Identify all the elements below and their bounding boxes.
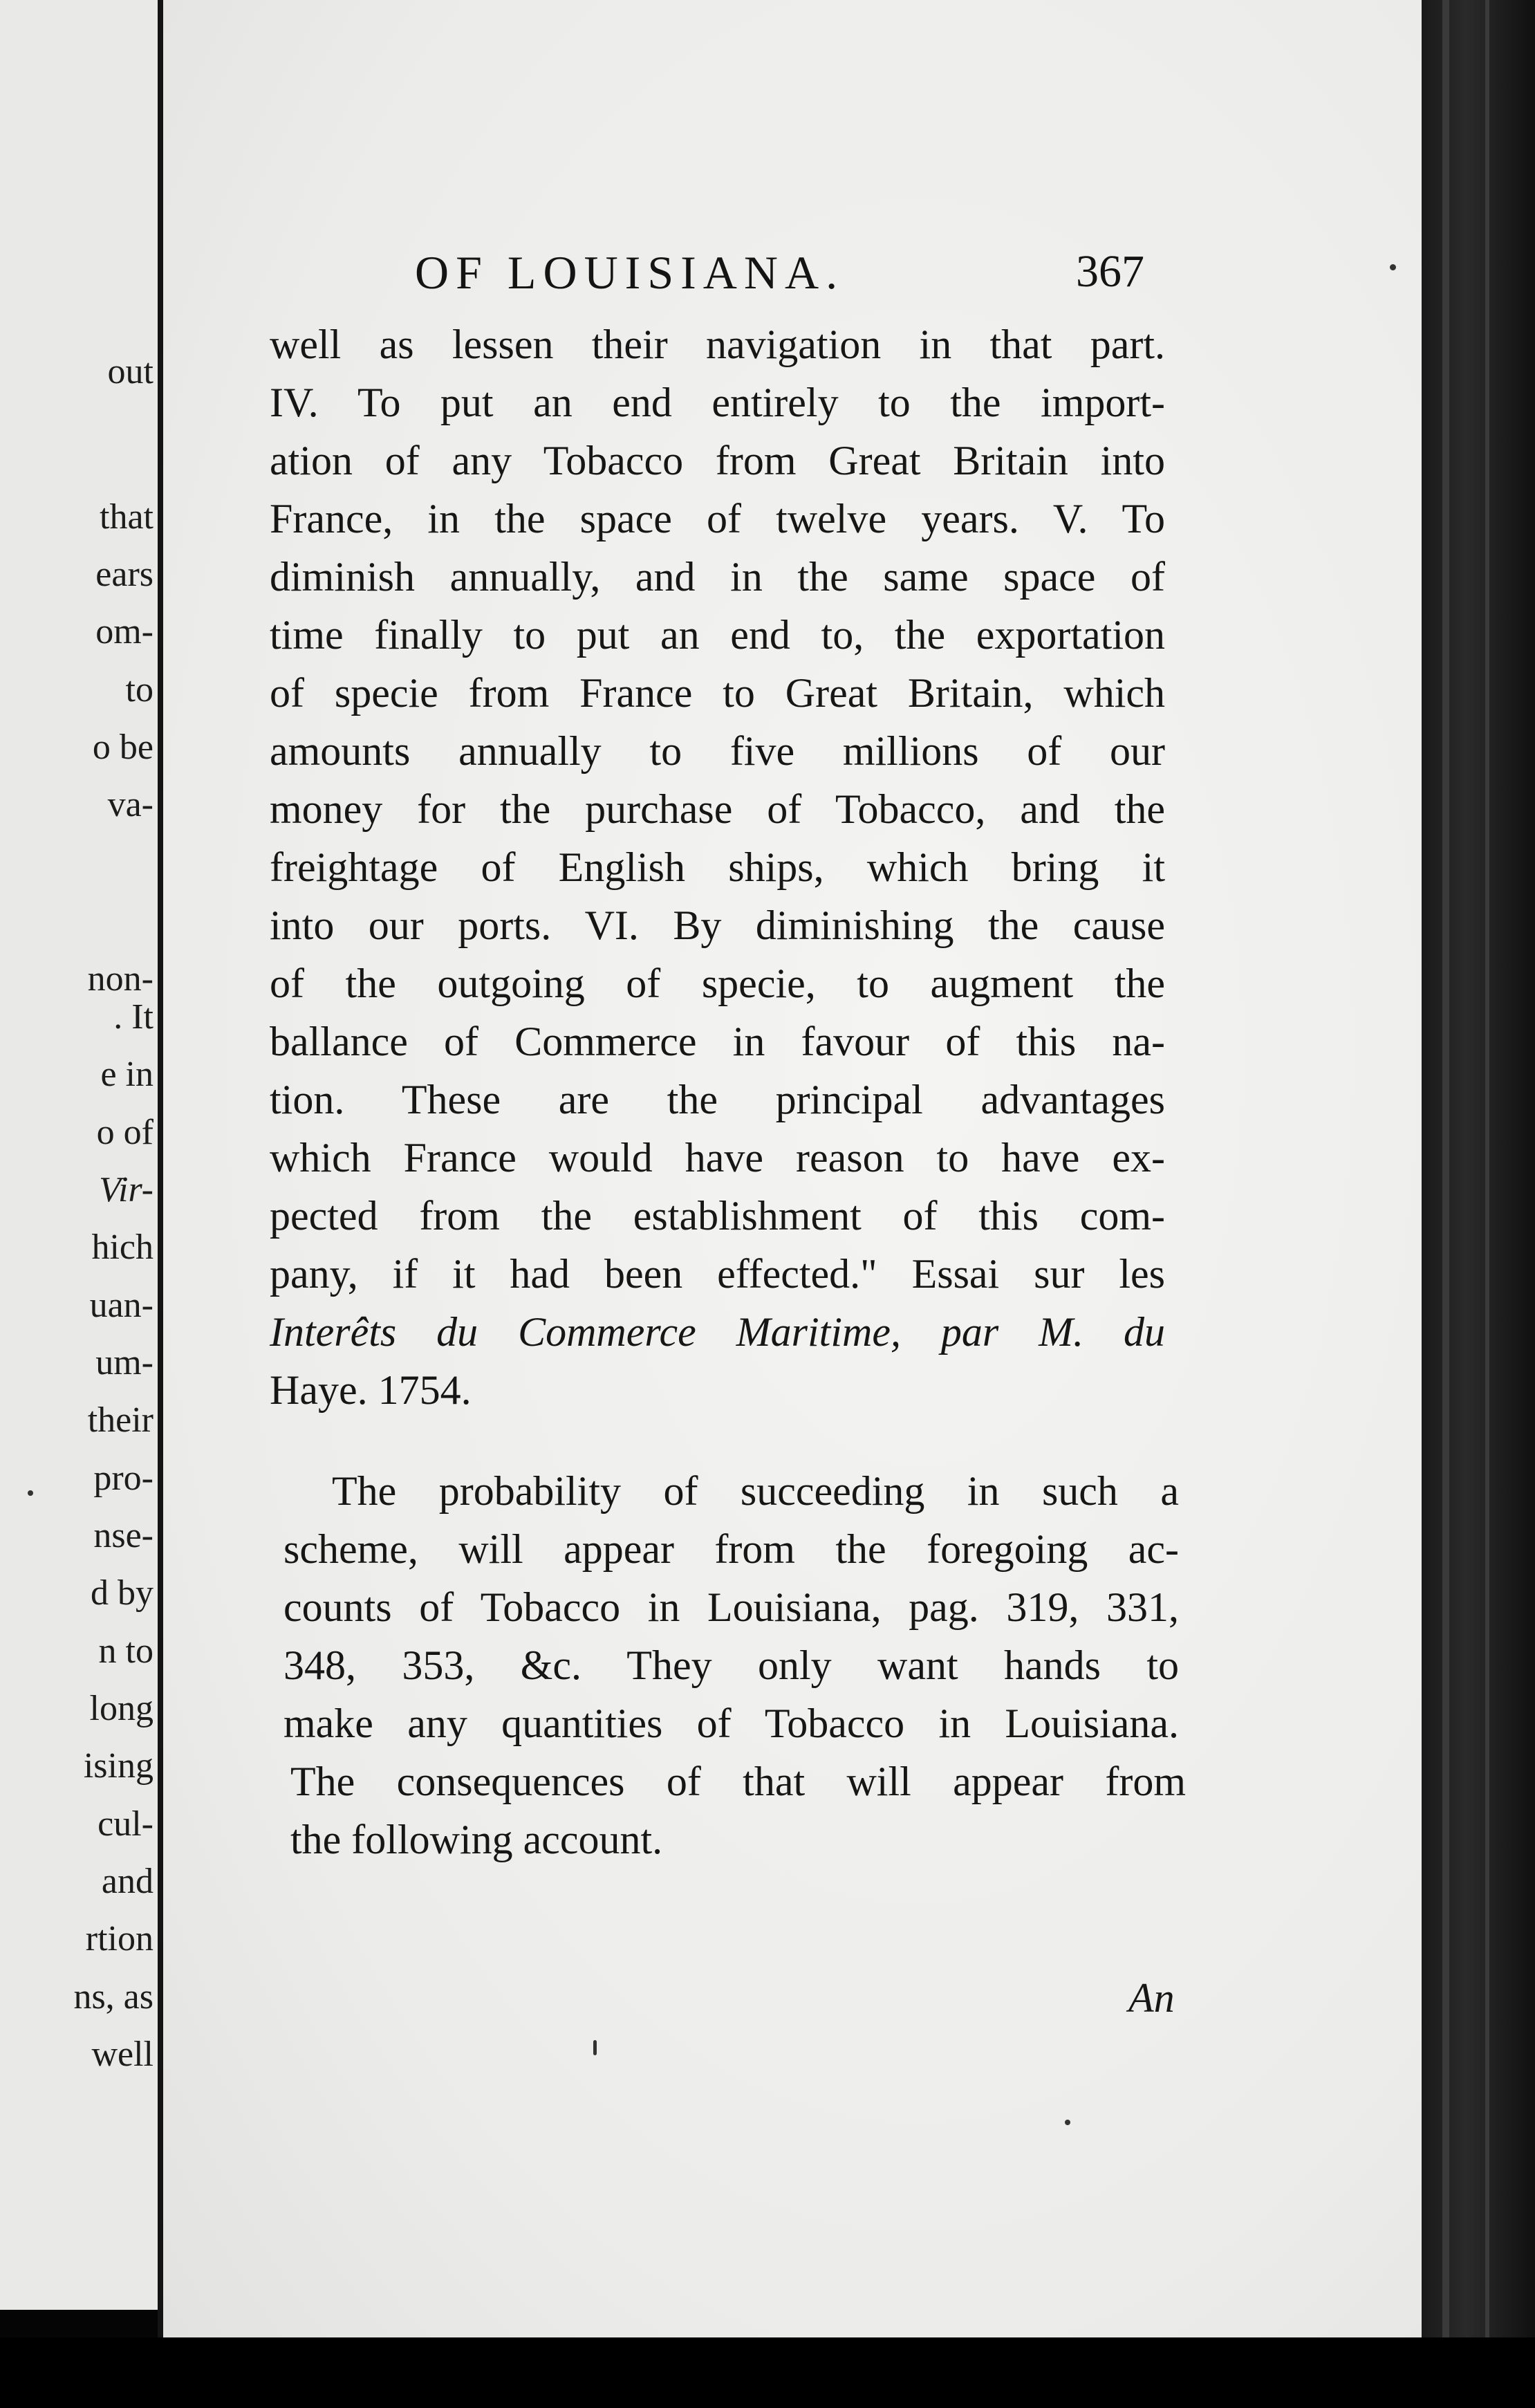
ink-speck bbox=[1065, 2120, 1070, 2125]
left-page-fragment: ns, as bbox=[73, 1977, 154, 2017]
left-page-fragment: pro- bbox=[93, 1458, 154, 1498]
text-line: time finally to put an end to, the exportation bbox=[270, 612, 1165, 658]
left-page-fragment: um- bbox=[95, 1343, 154, 1382]
ink-speck bbox=[28, 1490, 33, 1496]
text-line: ation of any Tobacco from Great Britain into bbox=[270, 438, 1165, 483]
text-line: of specie from France to Great Britain, which bbox=[270, 670, 1165, 716]
left-page-fragment: well bbox=[91, 2035, 154, 2074]
left-page-fragment: Vir- bbox=[99, 1170, 154, 1210]
left-page-fragment: non- bbox=[87, 959, 154, 999]
left-page-fragment: and bbox=[101, 1862, 154, 1901]
left-page-fragment: o be bbox=[92, 728, 154, 767]
text-line: The probability of succeeding in such a bbox=[332, 1468, 1179, 1514]
left-page-fragment: om- bbox=[95, 612, 154, 651]
text-line: diminish annually, and in the same space of bbox=[270, 554, 1165, 600]
scan-bottom-border bbox=[0, 2337, 1535, 2408]
text-line: France, in the space of twelve years. V. To bbox=[270, 496, 1165, 541]
text-line: which France would have reason to have ex- bbox=[270, 1135, 1165, 1180]
adjacent-page-strip bbox=[0, 0, 158, 2310]
left-page-fragment: ears bbox=[95, 555, 154, 594]
left-page-fragment: ising bbox=[83, 1746, 154, 1786]
page-number: 367 bbox=[1076, 246, 1144, 297]
left-page-fragment: uan- bbox=[89, 1286, 154, 1325]
page-edge-shadow bbox=[1422, 0, 1535, 2408]
text-line: counts of Tobacco in Louisiana, pag. 319, 331, bbox=[283, 1584, 1179, 1630]
left-page-fragment: nse- bbox=[93, 1516, 154, 1555]
left-page-fragment: n to bbox=[98, 1631, 154, 1671]
left-page-fragment: to bbox=[125, 670, 154, 710]
ink-speck bbox=[1390, 264, 1396, 270]
edge-streak bbox=[1485, 0, 1489, 2408]
text-line: of the outgoing of specie, to augment the bbox=[270, 961, 1165, 1006]
text-line: amounts annually to five millions of our bbox=[270, 728, 1165, 774]
text-line: 348, 353, &c. They only want hands to bbox=[283, 1642, 1179, 1688]
left-page-fragment: va- bbox=[107, 785, 154, 824]
text-line: Haye. 1754. bbox=[270, 1367, 472, 1413]
left-page-fragment: that bbox=[100, 497, 154, 537]
text-line: scheme, will appear from the foregoing ac- bbox=[283, 1526, 1179, 1572]
ink-speck bbox=[593, 2040, 597, 2055]
text-line: Interêts du Commerce Maritime, par M. du bbox=[270, 1309, 1165, 1355]
left-page-fragment: . It bbox=[113, 997, 154, 1037]
text-line: freightage of English ships, which bring it bbox=[270, 844, 1165, 890]
text-line: well as lessen their navigation in that part. bbox=[270, 322, 1165, 367]
left-page-fragment: e in bbox=[100, 1055, 154, 1094]
left-page-fragment: their bbox=[87, 1400, 154, 1440]
text-line: pected from the establishment of this com- bbox=[270, 1193, 1165, 1239]
text-line: tion. These are the principal advantages bbox=[270, 1077, 1165, 1122]
left-page-fragment: d by bbox=[91, 1573, 154, 1613]
text-line: ballance of Commerce in favour of this na- bbox=[270, 1019, 1165, 1064]
left-page-fragment: o of bbox=[96, 1113, 154, 1152]
text-line: The consequences of that will appear from bbox=[290, 1759, 1186, 1804]
edge-streak bbox=[1442, 0, 1449, 2408]
left-page-fragment: hich bbox=[91, 1228, 154, 1267]
catchword: An bbox=[1128, 1975, 1175, 2021]
running-head: OF LOUISIANA. bbox=[415, 246, 845, 299]
text-line: make any quantities of Tobacco in Louisiana. bbox=[283, 1701, 1179, 1746]
text-line: money for the purchase of Tobacco, and the bbox=[270, 786, 1165, 832]
left-page-fragment: cul- bbox=[97, 1804, 154, 1844]
left-page-fragment: out bbox=[107, 352, 154, 391]
left-page-fragment: long bbox=[89, 1689, 154, 1728]
text-line: the following account. bbox=[290, 1817, 663, 1862]
left-page-fragment: rtion bbox=[85, 1919, 154, 1958]
text-line: IV. To put an end entirely to the import- bbox=[270, 380, 1165, 425]
text-line: pany, if it had been effected." Essai sur les bbox=[270, 1251, 1165, 1297]
text-line: into our ports. VI. By diminishing the cause bbox=[270, 902, 1165, 948]
